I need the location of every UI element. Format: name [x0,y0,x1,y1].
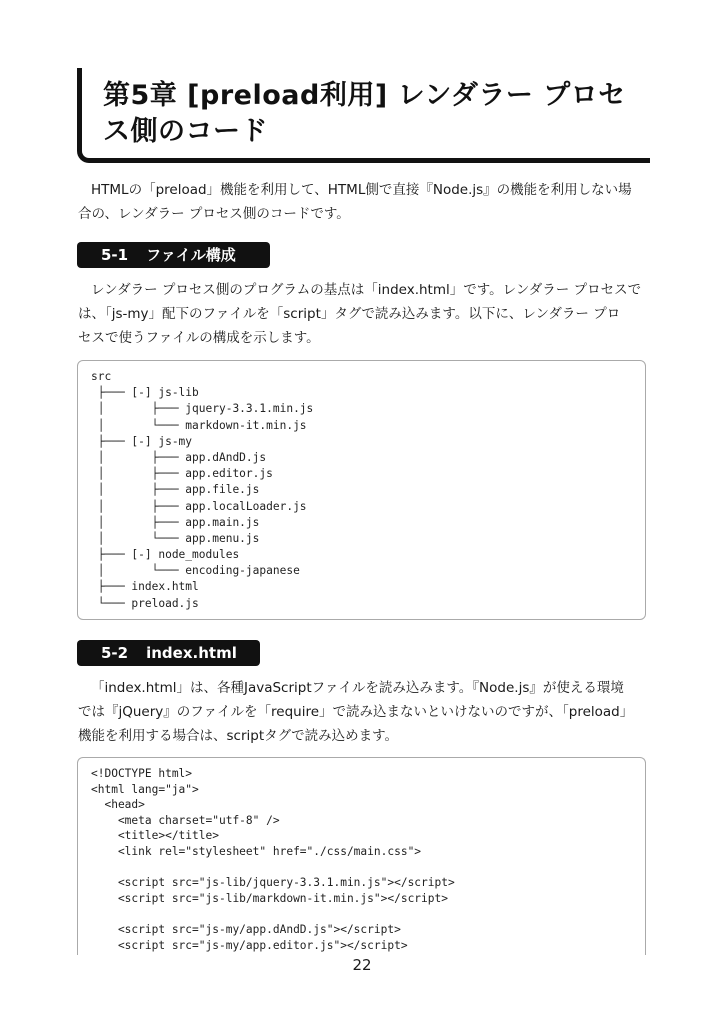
code-line: │ ├─── app.localLoader.js [91,499,307,513]
code-line: <script src="js-my/app.dAndD.js"></script> [91,922,401,936]
section-heading-5-1 [77,242,270,268]
code-line: <head> [91,798,145,812]
code-line: <script src="js-lib/jquery-3.3.1.min.js"></script> [91,876,455,890]
section-title: index.html [146,644,237,662]
text-line: レンダラー プロセス側のプログラムの基点は「index.html」です。レンダラー プロセスで [91,282,642,298]
code-line: <html lang="ja"> [91,782,199,796]
code-line: <meta charset="utf-8" /> [91,813,280,827]
code-line: ├─── [-] node_modules [91,548,240,562]
text-line: は、「js-my」配下のファイルを「script」タグで読み込みます。以下に、レンダラー プロ [78,306,621,322]
code-line: │ ├─── app.dAndD.js [91,450,267,464]
code-line: │ └─── encoding-japanese [91,564,300,578]
text-line: HTMLの「preload」機能を利用して、HTML側で直接『Node.js』の機能を利用しない場 [91,182,632,198]
code-line: <!DOCTYPE html> [91,767,193,780]
text-line: 「index.html」は、各種JavaScriptファイルを読み込みます。『Node.js』が使える環境 [91,680,624,696]
section-number: 5-2 [101,644,129,662]
text-line: 合の、レンダラー プロセス側のコードです。 [78,206,350,222]
code-line: <title></title> [91,829,219,843]
text-line: では『jQuery』のファイルを「require」で読み込まないといけないのですが、「preload」 [78,704,634,720]
code-line: <script src="js-lib/markdown-it.min.js"></script> [91,891,448,905]
index-html-paragraph [78,676,648,748]
intro-paragraph [78,178,648,226]
code-line: src [91,370,112,383]
chapter-title-line: 第5章 [preload利用] レンダラー プロセ [103,80,626,111]
code-line: ├─── [-] js-my [91,434,193,448]
code-line: │ └─── markdown-it.min.js [91,418,307,432]
code-line: ├─── index.html [91,580,199,594]
chapter-title-line: ス側のコード [103,116,268,147]
code-line: <script src="js-my/app.editor.js"></script> [91,938,408,952]
file-tree-code-block [77,360,646,620]
page-number: 22 [352,956,372,974]
code-line: <link rel="stylesheet" href="./css/main.css"> [91,844,422,858]
section-number: 5-1 [101,246,129,264]
section-title: ファイル構成 [146,246,236,264]
file-structure-paragraph [78,278,648,350]
code-line: │ ├─── app.file.js [91,483,260,497]
text-line: セスで使うファイルの構成を示します。 [78,330,320,346]
code-line: │ ├─── jquery-3.3.1.min.js [91,402,314,416]
index-html-code-block [77,757,646,955]
code-line: │ ├─── app.editor.js [91,467,273,481]
code-line [91,860,645,876]
code-line [91,906,645,922]
chapter-title [103,78,626,150]
code-line: └─── preload.js [91,596,199,610]
code-line: │ ├─── app.main.js [91,515,260,529]
code-line: ├─── [-] js-lib [91,386,199,400]
section-heading-5-2 [77,640,260,666]
text-line: 機能を利用する場合は、scriptタグで読み込めます。 [78,728,399,744]
code-line: │ └─── app.menu.js [91,531,260,545]
